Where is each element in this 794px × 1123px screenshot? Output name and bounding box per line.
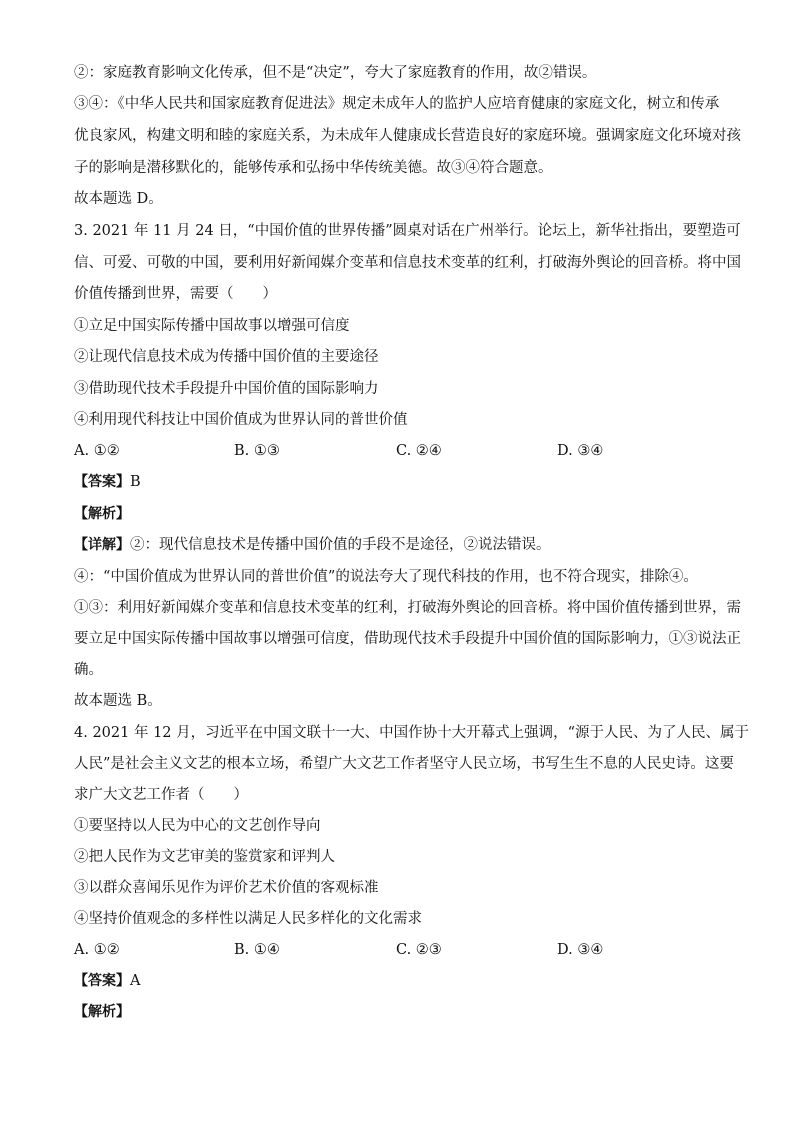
- analysis-line: ②：家庭教育影响文化传承，但不是“决定”，夸大了家庭教育的作用，故②错误。: [74, 65, 597, 81]
- question-stem: 信、可爱、可敬的中国，要利用好新闻媒介变革和信息技术变革的红利，打破海外舆论的回音桥。将中国: [74, 255, 741, 271]
- answer-label: 【答案】: [74, 973, 130, 989]
- answer-options: [74, 441, 734, 461]
- question-item: ②把人民作为文艺审美的鉴赏家和评判人: [74, 849, 335, 865]
- analysis-heading: [74, 504, 734, 524]
- option-d: D. ③④: [557, 942, 604, 958]
- conclusion-line: 故本题选 B。: [74, 693, 162, 709]
- option-c: C. ②④: [396, 443, 442, 459]
- detail-text: ②：现代信息技术是传播中国价值的手段不是途径，②说法错误。: [130, 537, 551, 553]
- detail-line: 确。: [74, 662, 103, 678]
- option-a: A. ①②: [74, 942, 120, 958]
- question-item: ④利用现代科技让中国价值成为世界认同的普世价值: [74, 412, 408, 428]
- question-item: ③借助现代技术手段提升中国价值的国际影响力: [74, 381, 379, 397]
- detail-line: 要立足中国实际传播中国故事以增强可信度，借助现代技术手段提升中国价值的国际影响力，①③说法正: [74, 631, 741, 647]
- answer-options: [74, 940, 734, 960]
- analysis-line: 子的影响是潜移默化的，能够传承和弘扬中华传统美德。故③④符合题意。: [74, 160, 553, 176]
- answer-line: [74, 472, 734, 492]
- question-stem: 4. 2021 年 12 月，习近平在中国文联十一大、中国作协十大开幕式上强调，“源于人民、为了人民、属于: [74, 725, 750, 741]
- question-item: ①立足中国实际传播中国故事以增强可信度: [74, 318, 350, 334]
- analysis-heading: [74, 1002, 734, 1022]
- question-item: ①要坚持以人民为中心的文艺创作导向: [74, 818, 321, 834]
- detail-label: 【详解】: [74, 537, 130, 553]
- question-stem: 人民”是社会主义文艺的根本立场，希望广大文艺工作者坚守人民立场，书写生生不息的人民史诗。这要: [74, 756, 734, 772]
- detail-line: ①③：利用好新闻媒介变革和信息技术变革的红利，打破海外舆论的回音桥。将中国价值传播到世界，需: [74, 600, 741, 616]
- detail-line: [74, 535, 734, 555]
- analysis-label: 【解析】: [74, 1004, 130, 1020]
- answer-line: [74, 971, 734, 991]
- analysis-line: ③④：《中华人民共和国家庭教育促进法》规定未成年人的监护人应培育健康的家庭文化，树立和传承: [74, 96, 720, 112]
- analysis-label: 【解析】: [74, 506, 130, 522]
- option-d: D. ③④: [557, 443, 604, 459]
- question-item: ④坚持价值观念的多样性以满足人民多样化的文化需求: [74, 911, 422, 927]
- question-stem: 求广大文艺工作者（ ）: [74, 787, 248, 803]
- option-a: A. ①②: [74, 443, 120, 459]
- answer-label: 【答案】: [74, 474, 130, 490]
- answer-value: A: [130, 973, 141, 989]
- question-item: ③以群众喜闻乐见作为评价艺术价值的客观标准: [74, 880, 379, 896]
- conclusion-line: 故本题选 D。: [74, 191, 163, 207]
- question-stem: 价值传播到世界，需要（ ）: [74, 286, 277, 302]
- question-item: ②让现代信息技术成为传播中国价值的主要途径: [74, 349, 379, 365]
- option-c: C. ②③: [396, 942, 442, 958]
- answer-value: B: [130, 474, 141, 490]
- analysis-line: 优良家风，构建文明和睦的家庭关系，为未成年人健康成长营造良好的家庭环境。强调家庭文化环境对孩: [74, 128, 741, 144]
- option-b: B. ①③: [234, 443, 280, 459]
- question-stem: 3. 2021 年 11 月 24 日，“中国价值的世界传播”圆桌对话在广州举行。论坛上，新华社指出，要塑造可: [74, 223, 741, 239]
- option-b: B. ①④: [234, 942, 280, 958]
- detail-line: ④：“中国价值成为世界认同的普世价值”的说法夸大了现代科技的作用，也不符合现实，排除④。: [74, 569, 698, 585]
